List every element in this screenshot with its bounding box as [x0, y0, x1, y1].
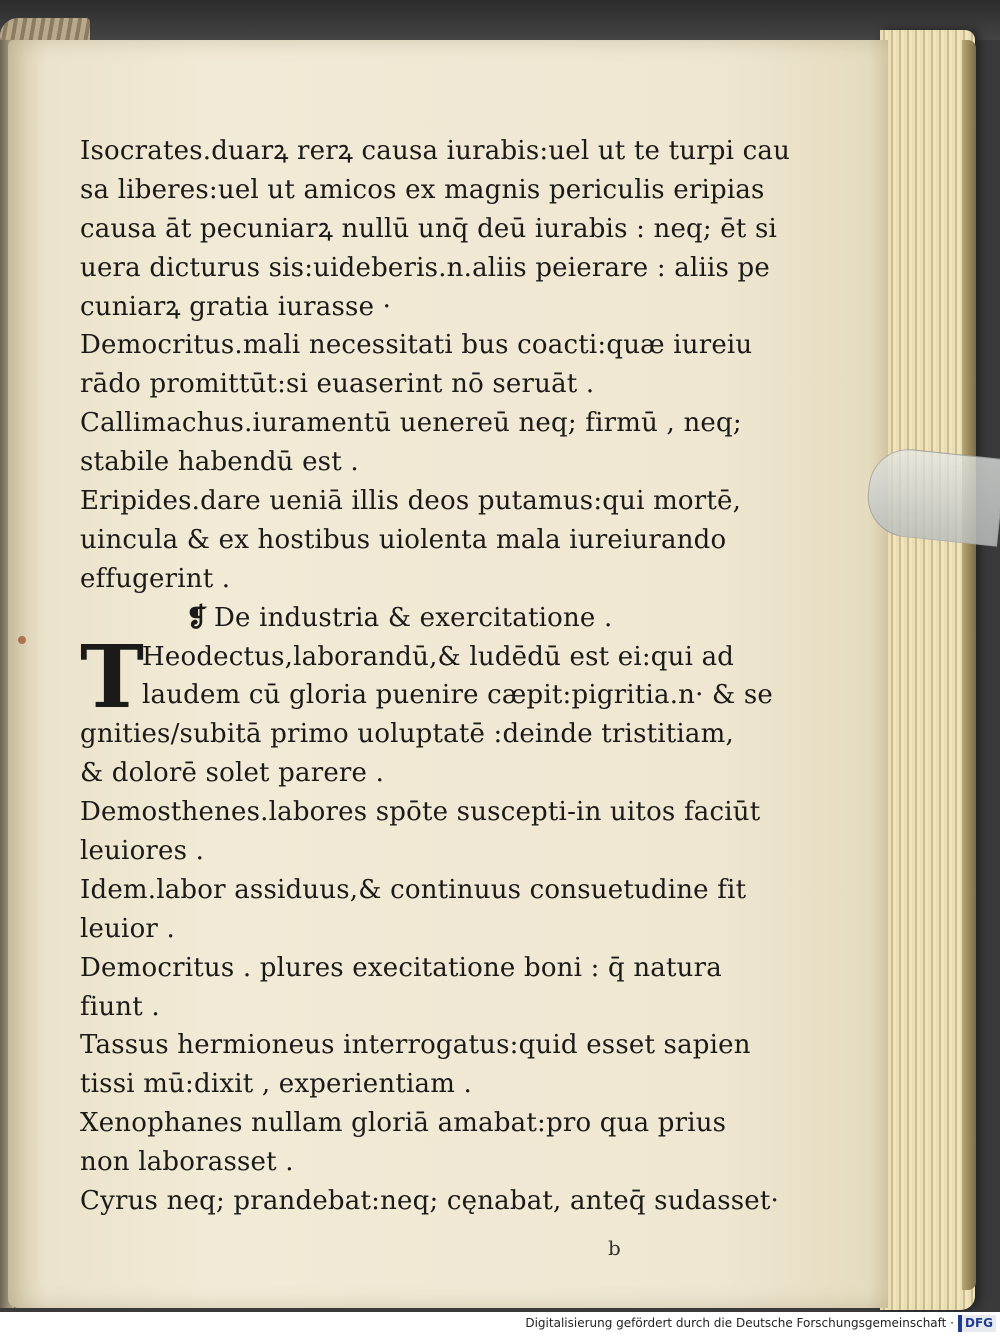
text-line: cuniarꝝ gratia iurasse ·	[80, 291, 392, 322]
text-line: Democritus . plures execitatione boni : q̄ natura	[80, 952, 722, 983]
margin-stain	[18, 636, 26, 644]
dropcap-letter: T	[80, 626, 145, 728]
book-cover-edge	[0, 0, 1000, 40]
text-line: Heodectus,laborandū,& ludēdū est ei:qui ad	[142, 641, 735, 672]
signature-mark: b	[608, 1236, 621, 1260]
text-line: Isocrates.duarꝝ rerꝝ causa iurabis:uel ut te turpi cau	[80, 136, 791, 166]
page-block-shadow	[962, 40, 976, 1290]
section-heading	[80, 599, 780, 638]
text-line: Demosthenes.labores spōte suscepti-in uitos faciūt	[80, 797, 761, 828]
text-line: Democritus.mali necessitati bus coacti:quæ iureiu	[80, 330, 753, 361]
dfg-logo: DFG	[958, 1315, 996, 1332]
text-line: laudem cū gloria puenire cæpit:pigritia.n· & se	[142, 680, 773, 711]
dropcap-paragraph	[80, 626, 780, 728]
text-line: sa liberes:uel ut amicos ex magnis periculis eripias	[80, 174, 765, 205]
text-line: Cyrus neq; prandebat:neq; cęnabat, anteq̄ sudasset·	[80, 1186, 779, 1217]
text-line: gnities/subitā primo uoluptatē :deinde tristitiam,	[80, 719, 734, 750]
text-line: uera dicturus sis:uideberis.n.aliis peierare : aliis pe	[80, 252, 770, 283]
page-text	[80, 132, 791, 1221]
text-line: & dolorē solet parere .	[80, 758, 385, 789]
text-line: effugerint .	[80, 563, 231, 594]
text-line: rādo promittūt:si euaserint nō seruāt .	[80, 369, 595, 400]
text-line: Idem.labor assiduus,& continuus consuetudine fit	[80, 874, 747, 905]
funding-notice: Digitalisierung gefördert durch die Deutsche Forschungsgemeinschaft ·	[525, 1316, 954, 1330]
text-line: stabile habendū est .	[80, 447, 359, 478]
text-line: Eripides.dare ueniā illis deos putamus:qui mortē,	[80, 486, 742, 517]
text-line: uincula & ex hostibus uiolenta mala iureiurando	[80, 524, 727, 555]
footer-bar	[0, 1312, 1000, 1336]
text-line: tissi mū:dixit , experientiam .	[80, 1069, 472, 1100]
paragraph-mark: ❡	[186, 602, 208, 633]
text-line: causa āt pecuniarꝝ nullū unq̄ deū iurabis : neq; ēt si	[80, 213, 778, 244]
text-line: leuior .	[80, 913, 175, 944]
section-heading-text: De industria & exercitatione .	[214, 602, 613, 633]
page-block-edges	[880, 30, 975, 1310]
text-line: leuiores .	[80, 836, 205, 867]
text-line: Xenophanes nullam gloriā amabat:pro qua prius	[80, 1108, 727, 1139]
text-line: fiunt .	[80, 991, 160, 1022]
text-line: Tassus hermioneus interrogatus:quid esset sapien	[80, 1030, 751, 1061]
text-line: Callimachus.iuramentū uenereū neq; firmū , neq;	[80, 408, 742, 439]
text-line: non laborasset .	[80, 1147, 294, 1178]
